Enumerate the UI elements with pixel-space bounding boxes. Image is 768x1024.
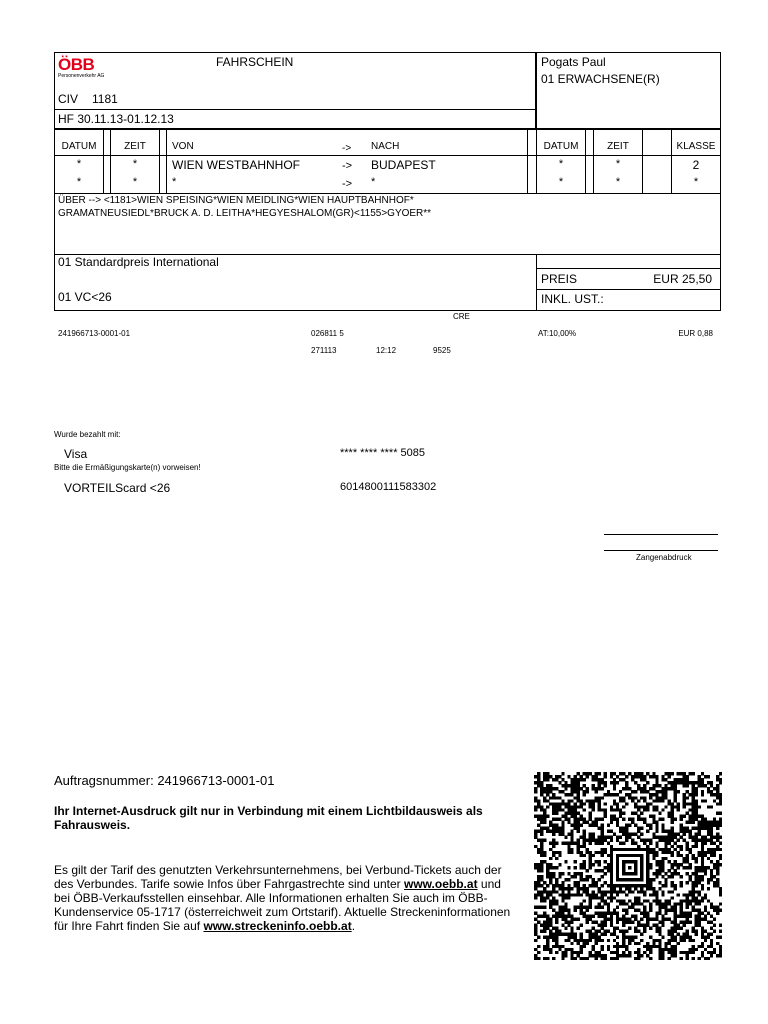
row2-klasse: *: [693, 176, 699, 188]
row1-klasse: 2: [692, 158, 700, 172]
header-zeit: ZEIT: [124, 141, 146, 152]
num-code: 9525: [433, 346, 451, 355]
civ-value: 1181: [92, 92, 118, 106]
stamp-line-2: [604, 550, 718, 551]
row2-datum2: *: [558, 176, 564, 188]
fare-label: 01 Standardpreis International: [58, 255, 219, 269]
civ-label: CIV: [58, 92, 79, 106]
stamp-label: Zangenabdruck: [636, 553, 692, 562]
oebb-logo-sub: Personenverkehr AG: [58, 73, 105, 79]
vat-label: INKL. UST.:: [541, 292, 604, 306]
validity: HF 30.11.13-01.12.13: [58, 112, 174, 126]
header-datum2: DATUM: [543, 141, 579, 152]
vat-amount: EUR 0,88: [678, 329, 713, 338]
discount-code: 01 VC<26: [58, 290, 112, 304]
info-end: .: [351, 919, 356, 933]
notice: Ihr Internet-Ausdruck gilt nur in Verbindung mit einem Lichtbildausweis als Fahrausweis.: [54, 804, 483, 832]
oebb-link[interactable]: www.oebb.at: [404, 877, 478, 891]
divider: [54, 109, 536, 110]
info-text: [54, 863, 514, 933]
header-zeit2: ZEIT: [607, 141, 629, 152]
row2-datum: *: [76, 176, 82, 188]
card-number: **** **** **** 5085: [340, 447, 426, 459]
passenger-name: Pogats Paul: [541, 55, 606, 69]
discount-card-number: 6014800111583302: [340, 481, 437, 493]
stamp-line-1: [604, 534, 718, 535]
row2-arrow: ->: [342, 178, 353, 190]
route-line-2: GRAMATNEUSIEDL*BRUCK A. D. LEITHA*HEGYESHALOM(GR)<1155>GYOER**: [58, 208, 432, 219]
header-arrow: ->: [342, 143, 352, 154]
route-line-1: ÜBER --> <1181>WIEN SPEISING*WIEN MEIDLING*WIEN HAUPTBAHNHOF*: [58, 195, 414, 206]
header-von: VON: [172, 141, 194, 152]
row1-zeit: *: [132, 158, 138, 170]
row2-von: *: [172, 176, 177, 188]
row1-von: WIEN WESTBAHNHOF: [172, 158, 300, 172]
header-klasse: KLASSE: [676, 141, 716, 152]
vat-rate: AT:10,00%: [538, 329, 577, 338]
time-code: 12:12: [376, 346, 397, 355]
payment-method: Visa: [64, 447, 88, 461]
row1-arrow: ->: [342, 160, 353, 172]
cre-code: CRE: [453, 312, 470, 321]
paid-label: Wurde bezahlt mit:: [54, 430, 121, 439]
header-divider: [54, 155, 721, 156]
info-part-2: und bei ÖBB-Verkaufsstellen einsehbar. Alle Informationen erhalten Sie auch im ÖBB-Kundenservice 05-1717 (österreichweit zum Ortstarif). Aktuelle Streckeninformationen für Ihre Fahrt finden Sie auf: [54, 877, 511, 933]
oebb-logo: [58, 56, 104, 79]
price-box-outer: [536, 254, 537, 311]
row1-datum: *: [76, 158, 82, 170]
ticket-title: FAHRSCHEIN: [216, 55, 294, 69]
row1-zeit2: *: [615, 158, 621, 170]
ref-code: 026811 5: [311, 329, 344, 338]
price-label: PREIS: [541, 272, 578, 286]
order-number: Auftragsnummer: 241966713-0001-01: [54, 773, 275, 788]
streckeninfo-link[interactable]: www.streckeninfo.oebb.at: [203, 919, 352, 933]
header-nach: NACH: [371, 141, 400, 152]
date-code: 271113: [311, 346, 337, 355]
passenger-count: 01 ERWACHSENE(R): [541, 72, 660, 86]
row2-zeit2: *: [615, 176, 621, 188]
aztec-barcode: [534, 772, 722, 960]
row1-nach: BUDAPEST: [371, 158, 436, 172]
card-hint: Bitte die Ermäßigungskarte(n) vorweisen!: [54, 463, 201, 472]
order-code: 241966713-0001-01: [58, 329, 131, 338]
discount-card: VORTEILScard <26: [64, 481, 171, 495]
info-part-1: Es gilt der Tarif des genutzten Verkehrsunternehmens, bei Verbund-Tickets auch der des Verbundes. Tarife sowie Infos über Fahrgastrechte sind unter: [54, 863, 502, 891]
oebb-logo-mark: ÖBB: [58, 55, 95, 74]
header-datum: DATUM: [61, 141, 97, 152]
row2-nach: *: [371, 176, 376, 188]
row1-datum2: *: [558, 158, 564, 170]
row2-zeit: *: [132, 176, 138, 188]
price-value: EUR 25,50: [653, 272, 712, 286]
